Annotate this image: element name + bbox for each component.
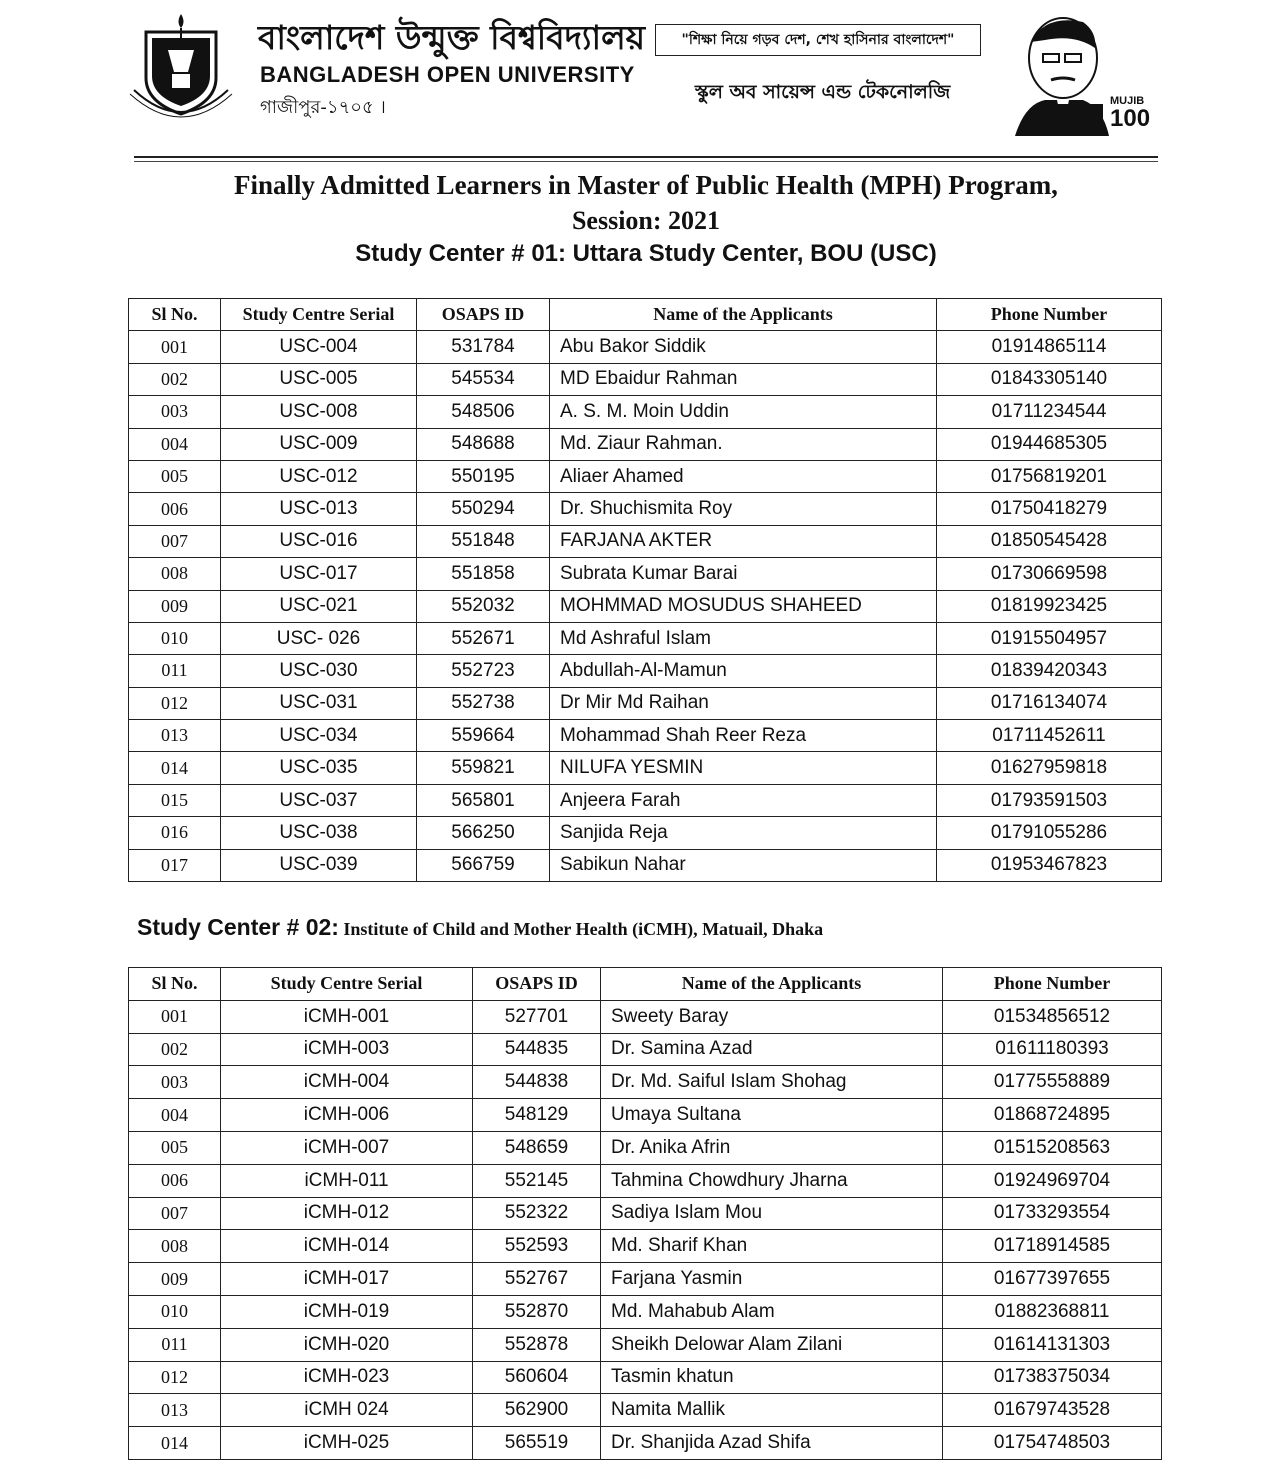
centre-serial-cell: iCMH-007 [221, 1131, 473, 1164]
osaps-id-cell: 552767 [473, 1263, 601, 1296]
centre-serial-cell: iCMH-003 [221, 1033, 473, 1066]
osaps-id-cell: 560604 [473, 1361, 601, 1394]
phone-number-cell: 01882368811 [943, 1295, 1162, 1328]
serial-number-cell: 007 [129, 525, 221, 557]
applicant-name-cell: Farjana Yasmin [601, 1263, 943, 1296]
phone-number-cell: 01819923425 [937, 590, 1162, 622]
applicant-name-cell: Mohammad Shah Reer Reza [550, 720, 937, 752]
session-title: Session: 2021 [571, 206, 721, 235]
table-row [129, 817, 1162, 849]
phone-number-cell: 01627959818 [937, 752, 1162, 784]
osaps-id-cell: 548659 [473, 1131, 601, 1164]
phone-number-cell: 01718914585 [943, 1230, 1162, 1263]
column-header: Study Centre Serial [221, 299, 417, 331]
serial-number-cell: 009 [129, 590, 221, 622]
column-header: OSAPS ID [417, 299, 550, 331]
centre-serial-cell: USC-005 [221, 363, 417, 395]
motto-text: "শিক্ষা নিয়ে গড়ব দেশ, শেখ হাসিনার বাংলাদেশ" [681, 32, 955, 48]
applicant-name-cell: A. S. M. Moin Uddin [550, 396, 937, 428]
phone-number-cell: 01839420343 [937, 655, 1162, 687]
phone-number-cell: 01738375034 [943, 1361, 1162, 1394]
table-row [129, 1230, 1162, 1263]
centre-serial-cell: iCMH-001 [221, 1000, 473, 1033]
column-header: Name of the Applicants [601, 968, 943, 1001]
applicant-name-cell: Aliaer Ahamed [550, 460, 937, 492]
column-header: Sl No. [129, 299, 221, 331]
portrait-caption-top: MUJIB [1110, 95, 1145, 107]
header-divider [134, 156, 1158, 158]
applicant-name-cell: MD Ebaidur Rahman [550, 363, 937, 395]
study-center-1-title: Study Center # 01: Uttara Study Center, BOU (USC) [355, 240, 937, 267]
phone-number-cell: 01924969704 [943, 1164, 1162, 1197]
centre-serial-cell: USC-004 [221, 331, 417, 363]
phone-number-cell: 01953467823 [937, 849, 1162, 881]
table-row [129, 1066, 1162, 1099]
applicant-name-cell: Sadiya Islam Mou [601, 1197, 943, 1230]
centre-serial-cell: iCMH-004 [221, 1066, 473, 1099]
serial-number-cell: 001 [129, 331, 221, 363]
phone-number-cell: 01730669598 [937, 558, 1162, 590]
osaps-id-cell: 559664 [417, 720, 550, 752]
phone-number-cell: 01711452611 [937, 720, 1162, 752]
table-row [129, 363, 1162, 395]
osaps-id-cell: 552145 [473, 1164, 601, 1197]
applicant-name-cell: Sweety Baray [601, 1000, 943, 1033]
centre-serial-cell: USC-039 [221, 849, 417, 881]
phone-number-cell: 01534856512 [943, 1000, 1162, 1033]
osaps-id-cell: 552738 [417, 687, 550, 719]
centre-serial-cell: USC-038 [221, 817, 417, 849]
university-seal-logo [128, 10, 234, 122]
phone-number-cell: 01754748503 [943, 1427, 1162, 1460]
serial-number-cell: 015 [129, 784, 221, 816]
table-row [129, 752, 1162, 784]
study-center-2-name: Institute of Child and Mother Health (iCMH), Matuail, Dhaka [343, 919, 824, 939]
serial-number-cell: 010 [129, 1295, 221, 1328]
column-header: Sl No. [129, 968, 221, 1001]
serial-number-cell: 009 [129, 1263, 221, 1296]
applicant-name-cell: Dr. Anika Afrin [601, 1131, 943, 1164]
centre-serial-cell: USC-034 [221, 720, 417, 752]
table-row [129, 1131, 1162, 1164]
phone-number-cell: 01843305140 [937, 363, 1162, 395]
osaps-id-cell: 552322 [473, 1197, 601, 1230]
osaps-id-cell: 548688 [417, 428, 550, 460]
serial-number-cell: 014 [129, 1427, 221, 1460]
centre-serial-cell: USC-030 [221, 655, 417, 687]
serial-number-cell: 005 [129, 460, 221, 492]
serial-number-cell: 010 [129, 622, 221, 654]
table-row [129, 1164, 1162, 1197]
study-center-1-table [128, 298, 1162, 882]
centre-serial-cell: USC-021 [221, 590, 417, 622]
study-center-2-table-body [129, 1000, 1162, 1459]
serial-number-cell: 008 [129, 558, 221, 590]
table-row [129, 1361, 1162, 1394]
phone-number-cell: 01914865114 [937, 331, 1162, 363]
applicant-name-cell: Dr. Shanjida Azad Shifa [601, 1427, 943, 1460]
applicant-name-cell: Sanjida Reja [550, 817, 937, 849]
table-header-row [129, 968, 1162, 1001]
serial-number-cell: 003 [129, 396, 221, 428]
table-row [129, 622, 1162, 654]
osaps-id-cell: 552593 [473, 1230, 601, 1263]
table-row [129, 720, 1162, 752]
table-row [129, 525, 1162, 557]
centre-serial-cell: iCMH-019 [221, 1295, 473, 1328]
table-row [129, 396, 1162, 428]
osaps-id-cell: 559821 [417, 752, 550, 784]
phone-number-cell: 01614131303 [943, 1328, 1162, 1361]
centre-serial-cell: USC-017 [221, 558, 417, 590]
applicant-name-cell: MOHMMAD MOSUDUS SHAHEED [550, 590, 937, 622]
table-row [129, 1197, 1162, 1230]
column-header: Phone Number [943, 968, 1162, 1001]
table-row [129, 655, 1162, 687]
phone-number-cell: 01868724895 [943, 1099, 1162, 1132]
applicant-name-cell: Md. Mahabub Alam [601, 1295, 943, 1328]
applicant-name-cell: Dr. Md. Saiful Islam Shohag [601, 1066, 943, 1099]
applicant-name-cell: Abu Bakor Siddik [550, 331, 937, 363]
centre-serial-cell: USC-037 [221, 784, 417, 816]
centre-serial-cell: iCMH 024 [221, 1394, 473, 1427]
table-row [129, 784, 1162, 816]
column-header: Study Centre Serial [221, 968, 473, 1001]
phone-number-cell: 01677397655 [943, 1263, 1162, 1296]
document-title: Finally Admitted Learners in Master of Public Health (MPH) Program, [234, 170, 1058, 200]
table-row [129, 460, 1162, 492]
motto-box [655, 24, 981, 56]
serial-number-cell: 004 [129, 428, 221, 460]
applicant-name-cell: Dr. Samina Azad [601, 1033, 943, 1066]
phone-number-cell: 01915504957 [937, 622, 1162, 654]
centre-serial-cell: USC-013 [221, 493, 417, 525]
table-row [129, 687, 1162, 719]
phone-number-cell: 01775558889 [943, 1066, 1162, 1099]
serial-number-cell: 017 [129, 849, 221, 881]
osaps-id-cell: 565519 [473, 1427, 601, 1460]
serial-number-cell: 002 [129, 363, 221, 395]
osaps-id-cell: 550195 [417, 460, 550, 492]
header-divider-thin [134, 161, 1158, 162]
serial-number-cell: 014 [129, 752, 221, 784]
applicant-name-cell: NILUFA YESMIN [550, 752, 937, 784]
university-name-bangla: বাংলাদেশ উন্মুক্ত বিশ্ববিদ্যালয় [258, 18, 646, 57]
table-row [129, 428, 1162, 460]
osaps-id-cell: 551848 [417, 525, 550, 557]
serial-number-cell: 006 [129, 493, 221, 525]
phone-number-cell: 01515208563 [943, 1131, 1162, 1164]
applicant-name-cell: Tahmina Chowdhury Jharna [601, 1164, 943, 1197]
applicant-name-cell: Sheikh Delowar Alam Zilani [601, 1328, 943, 1361]
table-row [129, 849, 1162, 881]
table-row [129, 590, 1162, 622]
centre-serial-cell: iCMH-020 [221, 1328, 473, 1361]
phone-number-cell: 01711234544 [937, 396, 1162, 428]
serial-number-cell: 011 [129, 655, 221, 687]
applicant-name-cell: Subrata Kumar Barai [550, 558, 937, 590]
phone-number-cell: 01791055286 [937, 817, 1162, 849]
osaps-id-cell: 562900 [473, 1394, 601, 1427]
applicant-name-cell: Dr Mir Md Raihan [550, 687, 937, 719]
study-center-2-title [137, 914, 823, 941]
applicant-name-cell: Anjeera Farah [550, 784, 937, 816]
table-row [129, 1099, 1162, 1132]
serial-number-cell: 011 [129, 1328, 221, 1361]
centre-serial-cell: USC-035 [221, 752, 417, 784]
table-row [129, 1263, 1162, 1296]
osaps-id-cell: 548129 [473, 1099, 601, 1132]
centre-serial-cell: USC- 026 [221, 622, 417, 654]
phone-number-cell: 01679743528 [943, 1394, 1162, 1427]
applicant-name-cell: Md. Sharif Khan [601, 1230, 943, 1263]
column-header: OSAPS ID [473, 968, 601, 1001]
phone-number-cell: 01793591503 [937, 784, 1162, 816]
centre-serial-cell: USC-008 [221, 396, 417, 428]
serial-number-cell: 001 [129, 1000, 221, 1033]
serial-number-cell: 007 [129, 1197, 221, 1230]
osaps-id-cell: 527701 [473, 1000, 601, 1033]
serial-number-cell: 004 [129, 1099, 221, 1132]
table-row [129, 1295, 1162, 1328]
phone-number-cell: 01756819201 [937, 460, 1162, 492]
centre-serial-cell: iCMH-011 [221, 1164, 473, 1197]
serial-number-cell: 016 [129, 817, 221, 849]
applicant-name-cell: Umaya Sultana [601, 1099, 943, 1132]
column-header: Phone Number [937, 299, 1162, 331]
osaps-id-cell: 552878 [473, 1328, 601, 1361]
serial-number-cell: 002 [129, 1033, 221, 1066]
university-address: গাজীপুর-১৭০৫ । [260, 97, 386, 118]
table-row [129, 1033, 1162, 1066]
osaps-id-cell: 552671 [417, 622, 550, 654]
centre-serial-cell: USC-016 [221, 525, 417, 557]
phone-number-cell: 01750418279 [937, 493, 1162, 525]
column-header: Name of the Applicants [550, 299, 937, 331]
serial-number-cell: 006 [129, 1164, 221, 1197]
phone-number-cell: 01716134074 [937, 687, 1162, 719]
study-center-2-label: Study Center # 02: [137, 914, 339, 940]
osaps-id-cell: 552870 [473, 1295, 601, 1328]
osaps-id-cell: 548506 [417, 396, 550, 428]
serial-number-cell: 013 [129, 1394, 221, 1427]
study-center-2-table [128, 967, 1162, 1460]
phone-number-cell: 01733293554 [943, 1197, 1162, 1230]
serial-number-cell: 012 [129, 687, 221, 719]
table-header-row [129, 299, 1162, 331]
table-row [129, 493, 1162, 525]
applicant-name-cell: Tasmin khatun [601, 1361, 943, 1394]
phone-number-cell: 01850545428 [937, 525, 1162, 557]
centre-serial-cell: iCMH-025 [221, 1427, 473, 1460]
osaps-id-cell: 544835 [473, 1033, 601, 1066]
centre-serial-cell: USC-012 [221, 460, 417, 492]
table-row [129, 558, 1162, 590]
table-row [129, 1427, 1162, 1460]
centre-serial-cell: iCMH-012 [221, 1197, 473, 1230]
portrait-caption [1110, 96, 1150, 131]
serial-number-cell: 013 [129, 720, 221, 752]
portrait-caption-bottom: 100 [1110, 105, 1151, 132]
applicant-name-cell: Dr. Shuchismita Roy [550, 493, 937, 525]
centre-serial-cell: iCMH-017 [221, 1263, 473, 1296]
table-row [129, 1394, 1162, 1427]
study-center-1-table-body [129, 331, 1162, 882]
centre-serial-cell: iCMH-023 [221, 1361, 473, 1394]
osaps-id-cell: 552723 [417, 655, 550, 687]
applicant-name-cell: Abdullah-Al-Mamun [550, 655, 937, 687]
applicant-name-cell: Namita Mallik [601, 1394, 943, 1427]
centre-serial-cell: USC-031 [221, 687, 417, 719]
table-row [129, 1000, 1162, 1033]
centre-serial-cell: iCMH-014 [221, 1230, 473, 1263]
serial-number-cell: 005 [129, 1131, 221, 1164]
table-row [129, 331, 1162, 363]
osaps-id-cell: 545534 [417, 363, 550, 395]
phone-number-cell: 01944685305 [937, 428, 1162, 460]
phone-number-cell: 01611180393 [943, 1033, 1162, 1066]
osaps-id-cell: 552032 [417, 590, 550, 622]
serial-number-cell: 012 [129, 1361, 221, 1394]
osaps-id-cell: 551858 [417, 558, 550, 590]
school-name: স্কুল অব সায়েন্স এন্ড টেকনোলজি [695, 81, 951, 103]
centre-serial-cell: USC-009 [221, 428, 417, 460]
osaps-id-cell: 531784 [417, 331, 550, 363]
applicant-name-cell: FARJANA AKTER [550, 525, 937, 557]
centre-serial-cell: iCMH-006 [221, 1099, 473, 1132]
university-name-english: BANGLADESH OPEN UNIVERSITY [260, 62, 635, 87]
osaps-id-cell: 566250 [417, 817, 550, 849]
osaps-id-cell: 566759 [417, 849, 550, 881]
applicant-name-cell: Md Ashraful Islam [550, 622, 937, 654]
serial-number-cell: 003 [129, 1066, 221, 1099]
osaps-id-cell: 550294 [417, 493, 550, 525]
applicant-name-cell: Sabikun Nahar [550, 849, 937, 881]
table-row [129, 1328, 1162, 1361]
applicant-name-cell: Md. Ziaur Rahman. [550, 428, 937, 460]
osaps-id-cell: 544838 [473, 1066, 601, 1099]
serial-number-cell: 008 [129, 1230, 221, 1263]
osaps-id-cell: 565801 [417, 784, 550, 816]
